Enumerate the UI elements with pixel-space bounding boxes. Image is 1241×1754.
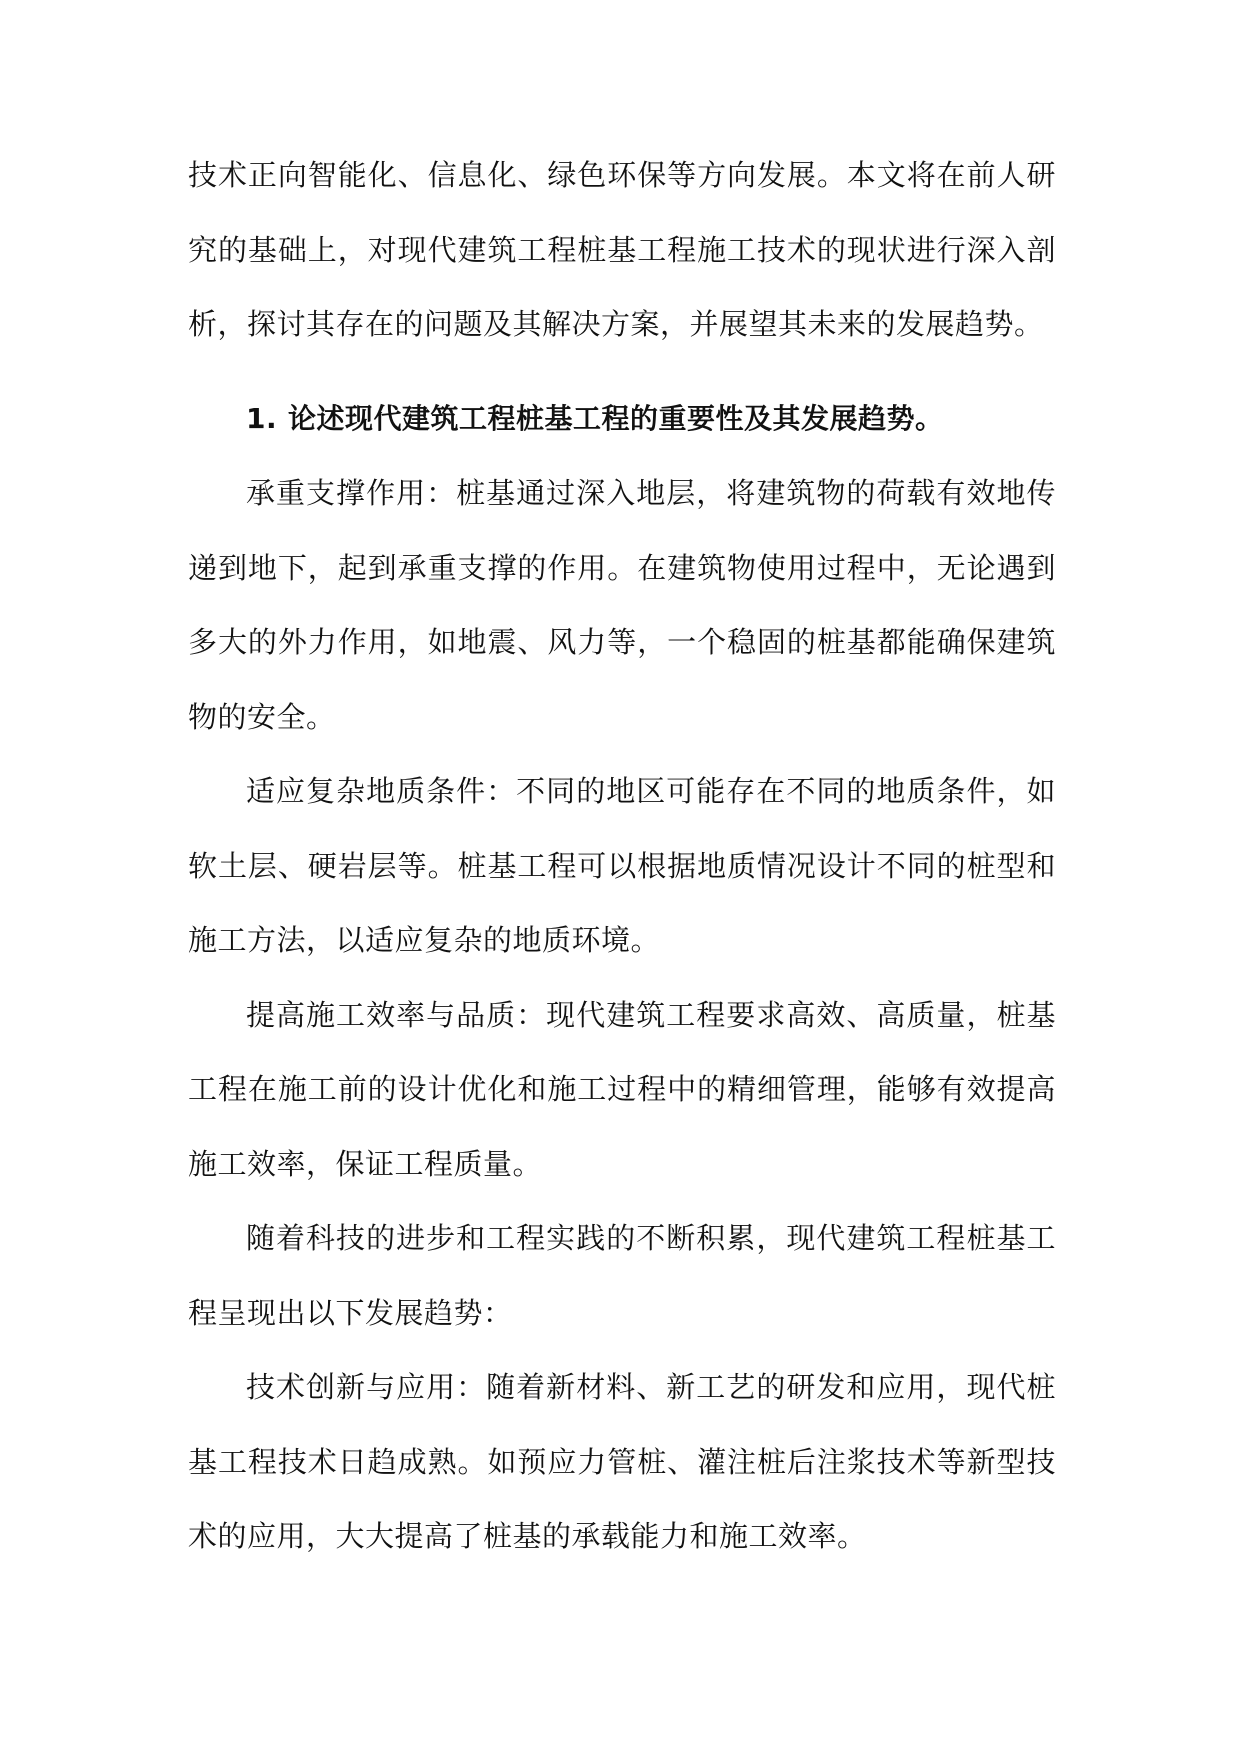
section-heading: [188, 382, 1056, 457]
paragraph-efficiency: 提高施工效率与品质：现代建筑工程要求高效、高质量，桩基工程在施工前的设计优化和施工过程中的精细管理，能够有效提高施工效率，保证工程质量。: [188, 997, 1056, 1181]
paragraph-innovation: 技术创新与应用：随着新材料、新工艺的研发和应用，现代桩基工程技术日趋成熟。如预应力管桩、灌注桩后注浆技术等新型技术的应用，大大提高了桩基的承载能力和施工效率。: [188, 1370, 1056, 1553]
paragraph-load-bearing: 承重支撑作用：桩基通过深入地层，将建筑物的荷载有效地传递到地下，起到承重支撑的作用。在建筑物使用过程中，无论遇到多大的外力作用，如地震、风力等，一个稳固的桩基都能确保建筑物的安全。: [188, 476, 1056, 734]
paragraph-trends-intro: 随着科技的进步和工程实践的不断积累，现代建筑工程桩基工程呈现出以下发展趋势：: [188, 1221, 1056, 1330]
document-body: [188, 138, 1056, 1574]
paragraph-geology: 适应复杂地质条件：不同的地区可能存在不同的地质条件，如软土层、硬岩层等。桩基工程可以根据地质情况设计不同的桩型和施工方法，以适应复杂的地质环境。: [188, 774, 1056, 957]
section-number: 1.: [246, 401, 278, 435]
section-title: 论述现代建筑工程桩基工程的重要性及其发展趋势。: [288, 401, 944, 435]
intro-paragraph: 技术正向智能化、信息化、绿色环保等方向发展。本文将在前人研究的基础上，对现代建筑工程桩基工程施工技术的现状进行深入剖析，探讨其存在的问题及其解决方案，并展望其未来的发展趋势。: [188, 158, 1056, 341]
